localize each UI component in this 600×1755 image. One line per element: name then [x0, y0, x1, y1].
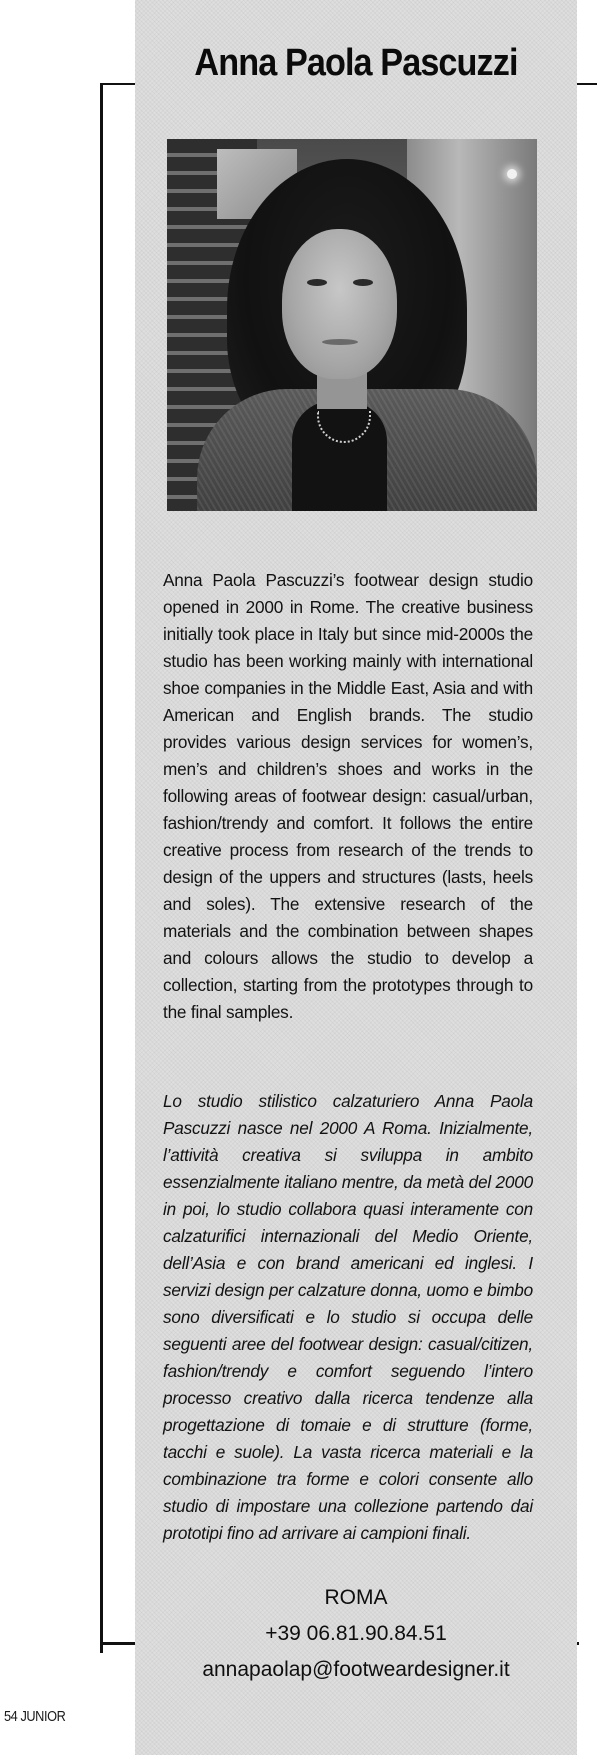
- portrait-eye-right: [353, 279, 373, 286]
- portrait-mouth: [322, 339, 358, 345]
- profile-column: [135, 0, 577, 1755]
- frame-rule-right-top: [575, 83, 597, 85]
- contact-email: annapaolap@footweardesigner.it: [202, 1658, 510, 1681]
- portrait-eye-left: [307, 279, 327, 286]
- contact-city: ROMA: [324, 1586, 388, 1609]
- english-description: Anna Paola Pascuzzi’s footwear design studio opened in 2000 in Rome. The creative business initially took place in Italy but since mid-2000s the studio has been working mainly with international shoe companies in the Middle East, Asia and with American and English brands. The studio provides various design services for women’s, men’s and children’s shoes and works in the following areas of footwear design: casual/urban, fashion/trendy and comfort. It follows the entire creative process from research of the trends to design of the uppers and structures (lasts, heels and soles). The extensive research of the materials and the combination between shapes and colours allows the studio to develop a collection, starting from the prototypes through to the final samples.: [163, 570, 533, 1022]
- designer-name-title: Anna Paola Pascuzzi: [194, 42, 518, 84]
- portrait-face: [282, 229, 397, 379]
- ceiling-lamp: [507, 169, 517, 179]
- italian-description: Lo studio stilistico calzaturiero Anna Paola Pascuzzi nasce nel 2000 A Roma. Inizialmente, l’attività creativa si sviluppa in ambito essenzialmente italiano mentre, da metà del 2000 in poi, lo studio collabora quasi interamente con calzaturifici internazionali del Medio Oriente, dell’Asia e con brand americani ed inglesi. I servizi design per calzature donna, uomo e bimbo sono diversificati e lo studio si occupa delle seguenti aree del footwear design: casual/citizen, fashion/trendy e comfort seguendo l’intero processo creativo dalla ricerca tendenze alla progettazione di tomaie e di strutture (forme, tacchi e suole). La vasta ricerca materiali e la combinazione tra forme e colori consente allo studio di impostare una collezione partendo dai prototipi fino ad arrivare ai campioni finali.: [163, 1091, 533, 1543]
- frame-rule-top: [101, 83, 135, 85]
- page-folio: 54 JUNIOR: [4, 1708, 66, 1725]
- designer-portrait-photo: [167, 139, 537, 511]
- contact-phone: +39 06.81.90.84.51: [265, 1622, 447, 1645]
- frame-rule-left: [100, 83, 103, 1653]
